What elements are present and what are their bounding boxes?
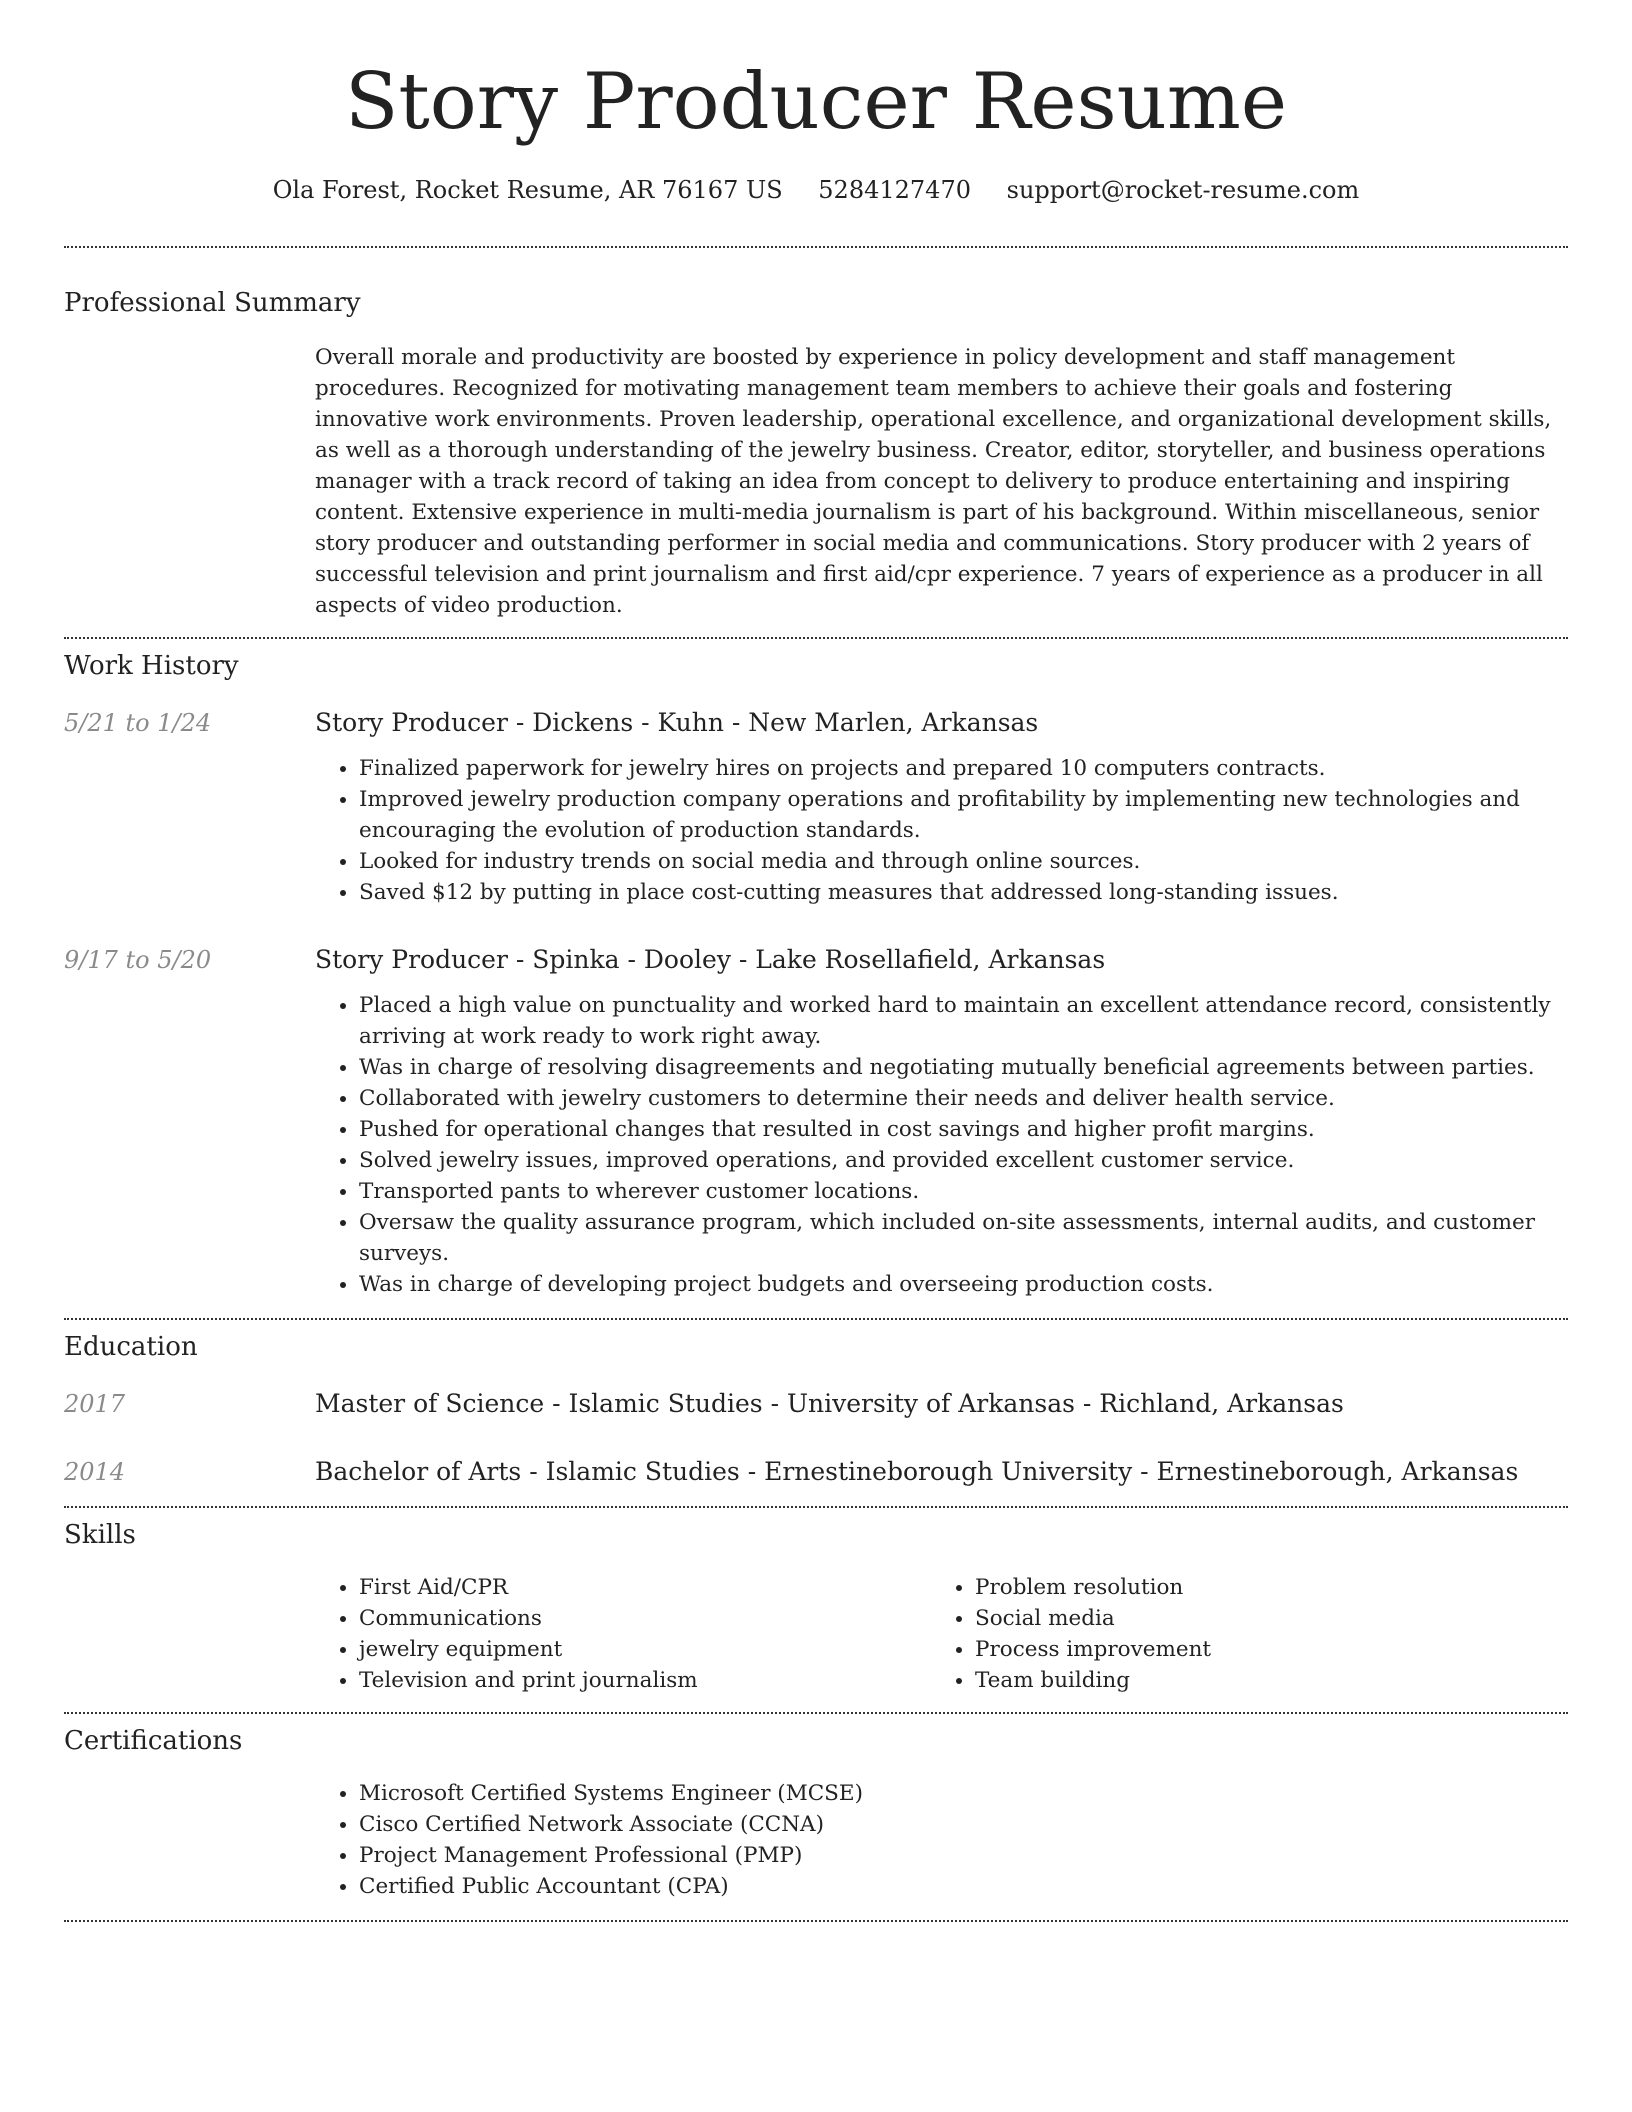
list-item: • Improved jewelry production company operations and profitability by implementing new technologies and encouraging the evolution of production standards. <box>359 784 1568 846</box>
list-item: • Was in charge of resolving disagreements and negotiating mutually beneficial agreements between parties. <box>359 1052 1568 1083</box>
education-degree: Bachelor of Arts - Islamic Studies - Ernestineborough University - Ernestineborough, Arkansas <box>315 1457 1519 1486</box>
list-item: • First Aid/CPR <box>359 1572 931 1603</box>
list-item: • Transported pants to wherever customer locations. <box>359 1176 1568 1207</box>
contact-phone: 5284127470 <box>818 176 971 204</box>
work-history-section <box>64 639 1568 1318</box>
job-dates: 9/17 to 5/20 <box>64 946 212 974</box>
certifications-wrap <box>64 1778 1568 1902</box>
job-bullets <box>315 753 1568 908</box>
contact-email: support@rocket-resume.com <box>1006 176 1360 204</box>
list-item: • Microsoft Certified Systems Engineer (MCSE) <box>359 1778 1568 1809</box>
page-title: Story Producer Resume <box>345 57 1287 147</box>
education-degree: Master of Science - Islamic Studies - University of Arkansas - Richland, Arkansas <box>315 1389 1344 1418</box>
job-title: Story Producer - Dickens - Kuhn - New Marlen, Arkansas <box>315 708 1039 737</box>
contact-address: Ola Forest, Rocket Resume, AR 76167 US <box>272 176 783 204</box>
section-heading-education: Education <box>64 1332 198 1362</box>
list-item: • Solved jewelry issues, improved operations, and provided excellent customer service. <box>359 1145 1568 1176</box>
skills-section <box>64 1508 1568 1712</box>
job-dates: 5/21 to 1/24 <box>64 709 212 737</box>
certifications-section <box>64 1714 1568 1920</box>
education-entry <box>64 1388 1568 1420</box>
list-item: • Pushed for operational changes that resulted in cost savings and higher profit margins. <box>359 1114 1568 1145</box>
list-item: • Process improvement <box>975 1634 1547 1665</box>
summary-section <box>64 248 1568 637</box>
list-item: • Finalized paperwork for jewelry hires on projects and prepared 10 computers contracts. <box>359 753 1568 784</box>
list-item: • Problem resolution <box>975 1572 1547 1603</box>
list-item: • Oversaw the quality assurance program, which included on-site assessments, internal audits, and customer surveys. <box>359 1207 1568 1269</box>
job-title: Story Producer - Spinka - Dooley - Lake Rosellafield, Arkansas <box>315 945 1106 974</box>
list-item: • Certified Public Accountant (CPA) <box>359 1871 1568 1902</box>
education-entry <box>64 1456 1568 1488</box>
skills-list-left <box>315 1572 931 1696</box>
list-item: • Social media <box>975 1603 1547 1634</box>
list-item: • Communications <box>359 1603 931 1634</box>
education-section <box>64 1320 1568 1506</box>
divider <box>64 1920 1568 1922</box>
list-item: • Team building <box>975 1665 1547 1696</box>
job-bullets <box>315 990 1568 1300</box>
list-item: • Television and print journalism <box>359 1665 931 1696</box>
list-item: • Cisco Certified Network Associate (CCNA) <box>359 1809 1568 1840</box>
education-year: 2014 <box>64 1458 126 1486</box>
section-heading-summary: Professional Summary <box>64 288 361 318</box>
list-item: • Placed a high value on punctuality and worked hard to maintain an excellent attendance record, consistently arriving at work ready to work right away. <box>359 990 1568 1052</box>
section-heading-skills: Skills <box>64 1520 136 1550</box>
job-entry <box>64 707 1568 908</box>
list-item: • Saved $12 by putting in place cost-cutting measures that addressed long-standing issues. <box>359 877 1568 908</box>
contact-line <box>64 174 1568 206</box>
section-heading-certifications: Certifications <box>64 1726 243 1756</box>
list-item: • Project Management Professional (PMP) <box>359 1840 1568 1871</box>
certifications-list <box>315 1778 1568 1902</box>
list-item: • Looked for industry trends on social media and through online sources. <box>359 846 1568 877</box>
summary-text: Overall morale and productivity are boosted by experience in policy development and staff management procedures. Recognized for motivating management team members to achieve their goals and fostering innovative work environments. Proven leadership, operational excellence, and organizational development skills, as well as a thorough understanding of the jewelry business. Creator, editor, storyteller, and business operations manager with a track record of taking an idea from concept to delivery to produce entertaining and inspiring content. Extensive experience in multi-media journalism is part of his background. Within miscellaneous, senior story producer and outstanding performer in social media and communications. Story producer with 2 years of successful television and print journalism and first aid/cpr experience. 7 years of experience as a producer in all aspects of video production. <box>315 345 1552 618</box>
skills-list-right <box>931 1572 1547 1696</box>
education-year: 2017 <box>64 1390 126 1418</box>
list-item: • jewelry equipment <box>359 1634 931 1665</box>
list-item: • Collaborated with jewelry customers to determine their needs and deliver health service. <box>359 1083 1568 1114</box>
job-details <box>315 707 1568 908</box>
job-details <box>315 944 1568 1300</box>
job-entry <box>64 944 1568 1300</box>
skills-grid <box>64 1572 1568 1696</box>
section-heading-work-history: Work History <box>64 651 239 681</box>
list-item: • Was in charge of developing project budgets and overseeing production costs. <box>359 1269 1568 1300</box>
